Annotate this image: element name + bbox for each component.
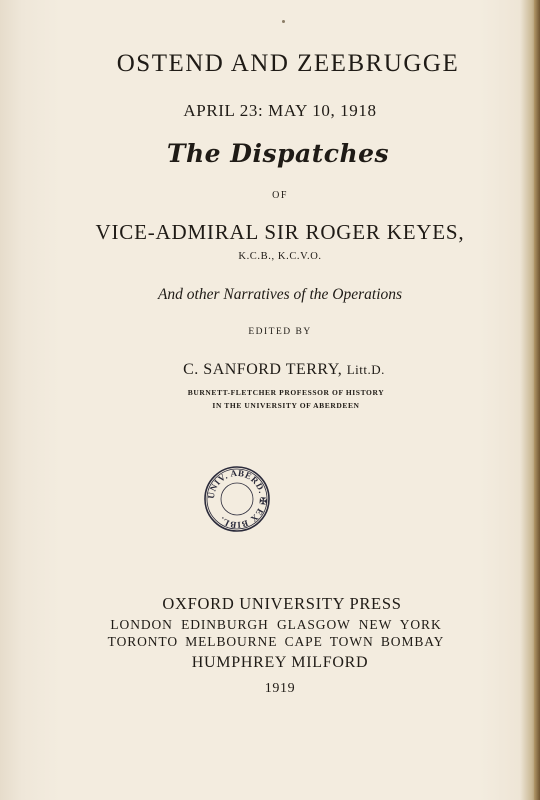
book-page-edge — [534, 0, 540, 800]
dispatches-heading: The Dispatches — [166, 139, 390, 168]
editor-title-line-1: BURNETT-FLETCHER PROFESSOR OF HISTORY — [187, 388, 385, 397]
editor-name: C. SANFORD TERRY, — [183, 361, 343, 378]
cities-line-1: LONDON EDINBURGH GLASGOW NEW YORK — [110, 617, 442, 632]
book-title: OSTEND AND ZEEBRUGGE — [116, 50, 460, 77]
editor-line — [14, 361, 540, 379]
library-stamp-seal — [202, 464, 272, 534]
publication-year: 1919 — [264, 681, 296, 696]
editor-degree: Litt.D. — [346, 362, 385, 377]
subtitle-narratives: And other Narratives of the Operations — [157, 286, 403, 303]
book-dates: APRIL 23: MAY 10, 1918 — [183, 101, 377, 120]
publisher-name: HUMPHREY MILFORD — [191, 654, 369, 671]
press-name: OXFORD UNIVERSITY PRESS — [162, 594, 402, 613]
of-label: OF — [272, 190, 288, 201]
edited-by-label: EDITED BY — [248, 327, 312, 337]
paper-speck — [282, 20, 285, 23]
author-name: VICE-ADMIRAL SIR ROGER KEYES, — [95, 220, 465, 244]
author-honours: K.C.B., K.C.V.O. — [238, 251, 322, 262]
svg-text:UNIV. ABERD. ✠ EX BIBL.: UNIV. ABERD. ✠ EX BIBL. — [205, 467, 269, 531]
cities-line-2: TORONTO MELBOURNE CAPE TOWN BOMBAY — [107, 634, 445, 649]
editor-title-line-2: IN THE UNIVERSITY OF ABERDEEN — [212, 401, 360, 410]
